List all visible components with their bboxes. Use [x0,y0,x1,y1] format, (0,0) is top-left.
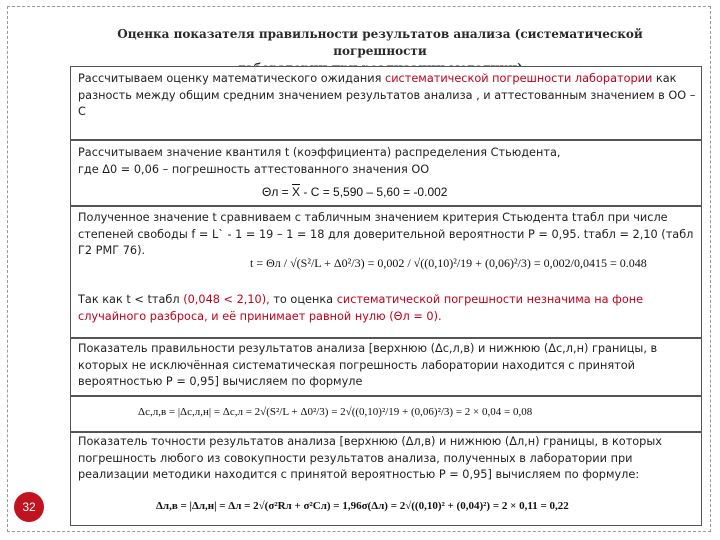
conclusion-b: то оценка [269,293,337,306]
formula-theta [262,185,447,199]
block2-line-1: Рассчитываем значение квантиля t (коэффициента) распределения Стьюдента, [78,146,561,159]
block5-text: Показатель точности результатов анализа [верхнюю (Δл,в) и нижнюю (Δл,н) границы, в которых погрешность любого из совокупности результатов анализа, полученных в лаборатории при реализации методики находится с принятой вероятностью Р = 0,95] вычисляем по формуле: [78,435,662,481]
formula-theta-rhs: - С = 5,590 – 5,60 = -0.002 [300,185,448,199]
title-line-1: Оценка показателя правильности результатов анализа (систематической погрешности [117,27,643,58]
block1-text-red: систематической погрешности лаборатории [385,72,653,85]
block1-text-a: Рассчитываем оценку математического ожидания [78,72,385,85]
conclusion-a: Так как t < tтабл [78,293,180,306]
block3-text: Полученное значение t сравниваем с табличным значением критерия Стьюдента tтабл при числе степеней свободы f = L` - 1 = 19 – 1 = 18 для доверительной вероятности Р = 0,95. tтабл = 2,10 (табл Г2 РМГ 76). [78,211,694,257]
block4-text: Показатель правильности результатов анализа [верхнюю (Δс,л,в) и нижнюю (Δс,л,н) границы, в которых не исключённая систематическая погрешность лаборатории находится с принятой вероятностью Р = 0,95] вычисляем по формуле [78,342,658,388]
formula-delta-cl: Δс,л,в = |Δс,л,н| = Δс,л = 2√(S²/L + Δ0²/3) = 2√((0,10)²/19 + (0,06)²/3) = 2 × 0,04 = 0,08 [138,406,533,418]
conclusion-red-2: систематической погрешности незначима на фоне случайного разброса, и её принимает равной нулю (Θл = 0). [78,293,644,323]
block1-text [78,71,698,121]
block2-line-2: где Δ0 = 0,06 – погрешность аттестованного значения ОО [78,162,430,176]
block2-text [78,145,698,178]
block1-text-b: как разность между общим средним значением результатов анализа , и аттестованным значением в ОО – С [78,72,696,118]
formula-theta-x: $\overline{X}$ [292,185,301,199]
formula-t: t = Θл / √(S²/L + Δ0²/3) = 0,002 / √((0,10)²/19 + (0,06)²/3) = 0,002/0,0415 = 0.048 [250,256,647,270]
block3-conclusion [78,292,698,325]
page-number-badge: 32 [14,492,44,522]
conclusion-red-1: (0,048 < 2,10), [179,293,270,306]
formula-theta-lhs: Θл = [262,185,293,199]
formula-delta-l: Δл,в = |Δл,н| = Δл = 2√(σ²Rл + σ²Сл) = 1,96σ(Δл) = 2√((0,10)² + (0,04)²) = 2 × 0,11 = 0,22 [156,500,569,512]
